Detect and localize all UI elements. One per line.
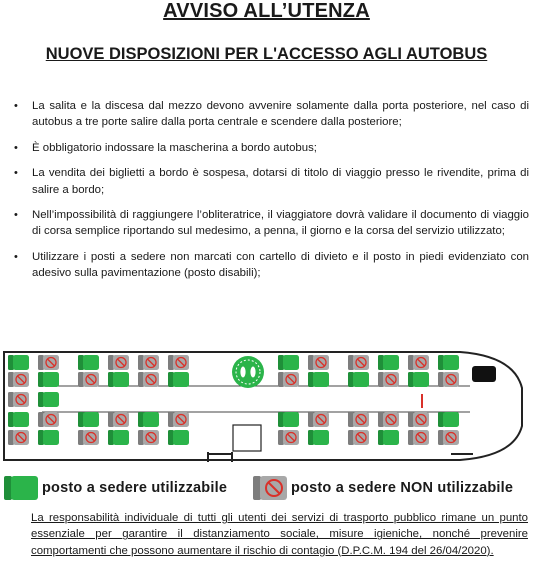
rules-list <box>14 98 529 291</box>
rule-text: Utilizzare i posti a sedere non marcati con cartello di divieto e il posto in piedi evidenziato con adesivo sulla pavimentazione (posto disabili); <box>32 250 529 280</box>
usable-seat <box>378 430 399 445</box>
seat-cushion <box>173 372 189 387</box>
usable-seat <box>38 392 59 407</box>
unusable-seat-back <box>253 476 261 500</box>
bullet-icon: • <box>14 209 18 222</box>
seat-cushion <box>443 355 459 370</box>
rule-text: La salita e la discesa dal mezzo devono avvenire solamente dalla porta posteriore, nel caso di autobus a tre porte salire dalla porta centrale e scendere dalla posteriore; <box>32 100 529 129</box>
unusable-seat <box>78 372 99 387</box>
footprint-left <box>240 367 245 378</box>
seat-cushion <box>113 372 129 387</box>
seat-cushion <box>383 430 399 445</box>
ticket-validator-box <box>233 425 261 451</box>
usable-seat <box>308 430 329 445</box>
rule-item <box>14 165 529 198</box>
bullet-icon: • <box>14 250 18 263</box>
seat-cushion <box>313 430 329 445</box>
bullet-icon: • <box>14 167 18 180</box>
usable-seat <box>438 412 459 427</box>
floor-sticker-disc <box>232 356 264 388</box>
unusable-seat <box>438 430 459 445</box>
page-subtitle: NUOVE DISPOSIZIONI PER L'ACCESSO AGLI AUTOBUS <box>45 45 488 63</box>
usable-seat <box>278 355 299 370</box>
usable-seat <box>138 412 159 427</box>
usable-seat <box>8 412 29 427</box>
seat-cushion <box>83 355 99 370</box>
unusable-seat <box>138 430 159 445</box>
seat-cushion <box>113 430 129 445</box>
seat-cushion <box>83 412 99 427</box>
bullet-icon: • <box>14 100 18 112</box>
seat-cushion <box>43 430 59 445</box>
unusable-seat <box>8 392 29 407</box>
usable-seat <box>108 372 129 387</box>
rule-item <box>14 249 529 282</box>
seat-cushion <box>283 355 299 370</box>
usable-seat <box>168 372 189 387</box>
usable-seat <box>438 355 459 370</box>
seat-cushion <box>43 392 59 407</box>
usable-seat <box>38 372 59 387</box>
legend-unusable-label: posto a sedere NON utilizzabile <box>291 480 514 496</box>
seat-cushion <box>43 372 59 387</box>
rule-text: È obbligatorio indossare la mascherina a bordo autobus; <box>32 141 317 154</box>
footprint-right <box>250 367 255 378</box>
seat-cushion <box>143 412 159 427</box>
unusable-seat <box>438 372 459 387</box>
unusable-seat <box>408 412 429 427</box>
unusable-seat <box>408 430 429 445</box>
unusable-seat <box>408 355 429 370</box>
unusable-seat <box>138 372 159 387</box>
unusable-seat <box>348 430 369 445</box>
unusable-seat <box>138 355 159 370</box>
unusable-seat <box>38 412 59 427</box>
seat-cushion <box>383 355 399 370</box>
seat-cushion <box>353 372 369 387</box>
unusable-seat <box>8 430 29 445</box>
unusable-seat <box>378 372 399 387</box>
unusable-seat <box>348 355 369 370</box>
seat-cushion <box>173 430 189 445</box>
seat-cushion <box>443 412 459 427</box>
unusable-seat <box>308 412 329 427</box>
usable-seat <box>78 355 99 370</box>
usable-seat <box>8 355 29 370</box>
usable-seat <box>38 430 59 445</box>
driver-seat-icon <box>472 366 496 382</box>
unusable-seat <box>168 355 189 370</box>
usable-seat <box>168 430 189 445</box>
legend-usable-label: posto a sedere utilizzabile <box>42 480 228 496</box>
unusable-seat <box>78 430 99 445</box>
unusable-seat <box>378 412 399 427</box>
unusable-seat <box>278 372 299 387</box>
unusable-seat-icon <box>253 476 287 500</box>
usable-seat <box>408 372 429 387</box>
seat-cushion <box>413 372 429 387</box>
footer-note: La responsabilità individuale di tutti gli utenti dei servizi di trasporto pubblico rimane un punto essenziale per garantire il distanziamento sociale, misure igieniche, nonché prevenire comportamenti che possono aumentare il rischio di contagio (D.P.C.M. 194 del 26/04/2020). <box>31 512 528 557</box>
rule-item <box>14 140 529 156</box>
bus-seat-map <box>2 350 527 462</box>
seat-cushion <box>13 355 29 370</box>
unusable-seat <box>308 355 329 370</box>
usable-seat <box>108 430 129 445</box>
unusable-seat <box>108 355 129 370</box>
usable-seat-icon <box>4 476 38 500</box>
unusable-seat <box>348 412 369 427</box>
unusable-seat <box>8 372 29 387</box>
seat-cushion <box>313 372 329 387</box>
standing-footprints-icon <box>232 356 264 388</box>
usable-seat <box>378 355 399 370</box>
usable-seat <box>308 372 329 387</box>
rule-text: La vendita dei biglietti a bordo è sospesa, dotarsi di titolo di viaggio presso le rivendite, prima di salire a bordo; <box>32 167 529 196</box>
legend <box>0 476 533 502</box>
unusable-seat <box>38 355 59 370</box>
usable-seat-cushion <box>11 476 38 500</box>
rule-text: Nell’impossibilità di raggiungere l’obliteratrice, il viaggiatore dovrà validare il documento di viaggio di corsa semplice riportando sul medesimo, a penna, il giorno e la corsa del servizio utilizzato; <box>32 209 529 238</box>
usable-seat <box>78 412 99 427</box>
bullet-icon: • <box>14 141 18 154</box>
rule-item <box>14 98 529 131</box>
usable-seat-back <box>4 476 12 500</box>
unusable-seat <box>108 412 129 427</box>
seat-cushion <box>13 412 29 427</box>
usable-seat <box>278 412 299 427</box>
page-title: AVVISO ALL’UTENZA <box>163 0 370 22</box>
seat-cushion <box>283 412 299 427</box>
usable-seat <box>348 372 369 387</box>
rule-item <box>14 207 529 240</box>
unusable-seat <box>278 430 299 445</box>
unusable-seat <box>168 412 189 427</box>
